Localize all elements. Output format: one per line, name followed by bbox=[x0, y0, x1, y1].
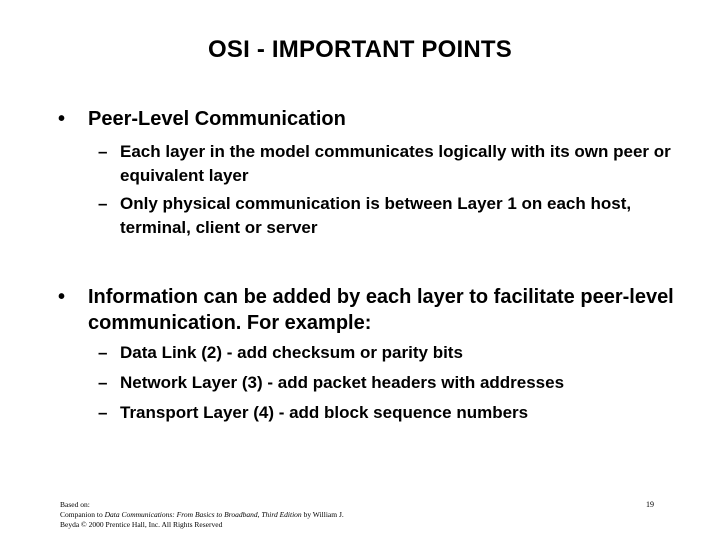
sub-bullet-text: Transport Layer (4) - add block sequence numbers bbox=[120, 403, 529, 422]
bullet-text: Peer-Level Communication bbox=[88, 108, 346, 130]
sub-bullet bbox=[98, 401, 678, 425]
footer-line bbox=[60, 510, 460, 520]
footer-book-title: Data Communications: From Basics to Broadband, Third Edition bbox=[104, 510, 302, 519]
footer-line: Beyda © 2000 Prentice Hall, Inc. All Rights Reserved bbox=[60, 520, 223, 529]
bullet-marker: • bbox=[58, 108, 66, 130]
sub-bullet bbox=[98, 371, 678, 395]
slide-title: OSI - IMPORTANT POINTS bbox=[208, 36, 512, 63]
sub-bullet-marker: – bbox=[98, 142, 108, 161]
bullet-information bbox=[58, 284, 678, 336]
sub-bullet-marker: – bbox=[98, 194, 108, 213]
sub-bullet-text: Only physical communication is between Layer 1 on each host, terminal, client or server bbox=[120, 194, 632, 237]
sub-bullet bbox=[98, 140, 678, 188]
bullet-marker: • bbox=[58, 286, 66, 308]
bullet-text: Information can be added by each layer to facilitate peer-level communication. For example: bbox=[88, 286, 674, 334]
sub-bullet bbox=[98, 341, 678, 365]
sub-bullet-text: Each layer in the model communicates logically with its own peer or equivalent layer bbox=[120, 142, 671, 185]
sub-bullet-marker: – bbox=[98, 403, 108, 422]
sub-bullet-marker: – bbox=[98, 343, 108, 362]
sub-bullet-text: Data Link (2) - add checksum or parity bits bbox=[120, 343, 463, 362]
footer-citation bbox=[60, 500, 460, 530]
footer-line: Based on: bbox=[60, 500, 90, 509]
page-number: 19 bbox=[646, 500, 654, 509]
sub-bullet-text: Network Layer (3) - add packet headers with addresses bbox=[120, 373, 565, 392]
footer-text: Companion to bbox=[60, 510, 105, 519]
sub-bullet-marker: – bbox=[98, 373, 108, 392]
bullet-peer-level bbox=[58, 106, 678, 132]
sub-bullet bbox=[98, 192, 678, 240]
footer-text: by William J. bbox=[301, 510, 344, 519]
